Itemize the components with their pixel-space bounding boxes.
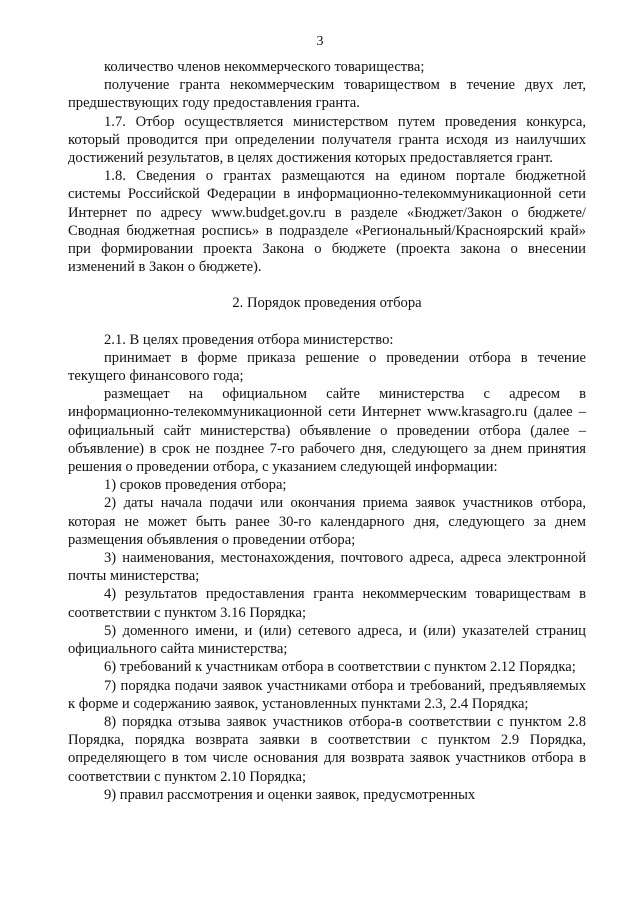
list-item: 7) порядка подачи заявок участниками отбора и требований, предъявляемых к форме и содержанию заявок, установленных пунктами 2.3, 2.4 Порядка;: [68, 677, 586, 712]
list-item: 9) правил рассмотрения и оценки заявок, предусмотренных: [104, 786, 476, 803]
list-item: 3) наименования, местонахождения, почтового адреса, адреса электронной почты министерства;: [68, 550, 586, 585]
paragraphs-top: [68, 58, 586, 276]
paragraphs-bottom: [68, 331, 586, 804]
list-item: 5) доменного имени, и (или) сетевого адреса, и (или) указателей страниц официального сайта министерства;: [68, 622, 586, 658]
page-number: 3: [316, 34, 324, 49]
list-item: 8) порядка отзыва заявок участников отбора-в соответствии с пунктом 2.8 Порядка, порядка возврата заявки в соответствии с пунктом 2.9 Порядка, определяющего в том числе основания для возврата заявок участников отбора в соответствии с пунктом 2.10 Порядка;: [68, 713, 586, 785]
list-item: 2) даты начала подачи или окончания приема заявок участников отбора, которая не может быть ранее 30-го календарного дня, следующего за днем размещения объявления о проведении отбора;: [68, 495, 586, 548]
list-item: 4) результатов предоставления гранта некоммерческим товариществам в соответствии с пунктом 3.16 Порядка;: [68, 586, 586, 621]
list-item: 6) требований к участникам отбора в соответствии с пунктом 2.12 Порядка;: [104, 659, 576, 676]
paragraph: 1.8. Сведения о грантах размещаются на едином портале бюджетной системы Российской Федерации в информационно-телекоммуникационной сети Интернет по адресу www.budget.gov.ru в разделе «Бюджет/Закон о бюджете/Сводная бюджетная роспись» в подразделе «Региональный/Красноярский край» при формировании проекта Закона о бюджете (проекта закона о внесении изменений в Закон о бюджете).: [68, 168, 586, 276]
paragraph: количество членов некоммерческого товарищества;: [104, 59, 425, 75]
section-heading: 2. Порядок проведения отбора: [232, 295, 422, 312]
paragraph: 1.7. Отбор осуществляется министерством путем проведения конкурса, который проводится при определении получателя гранта исходя из наилучших достижений результатов, в целях достижения которых предоставляется грант.: [68, 113, 586, 167]
paragraph: 2.1. В целях проведения отбора министерство:: [104, 331, 394, 348]
document-body: [68, 58, 586, 804]
paragraph: получение гранта некоммерческим товариществом в течение двух лет, предшествующих году предоставления гранта.: [68, 77, 586, 112]
list-item: 1) сроков проведения отбора;: [104, 477, 287, 494]
paragraph: размещает на официальном сайте министерства с адресом в информационно-телекоммуникационной сети Интернет www.krasagro.ru (далее – официальный сайт министерства) объявление о проведении отбора (далее – объявление) в срок не позднее 7-го рабочего дня, следующего за днем принятия решения о проведении отбора, с указанием следующей информации:: [68, 386, 586, 476]
paragraph: принимает в форме приказа решение о проведении отбора в течение текущего финансового года;: [68, 349, 586, 385]
